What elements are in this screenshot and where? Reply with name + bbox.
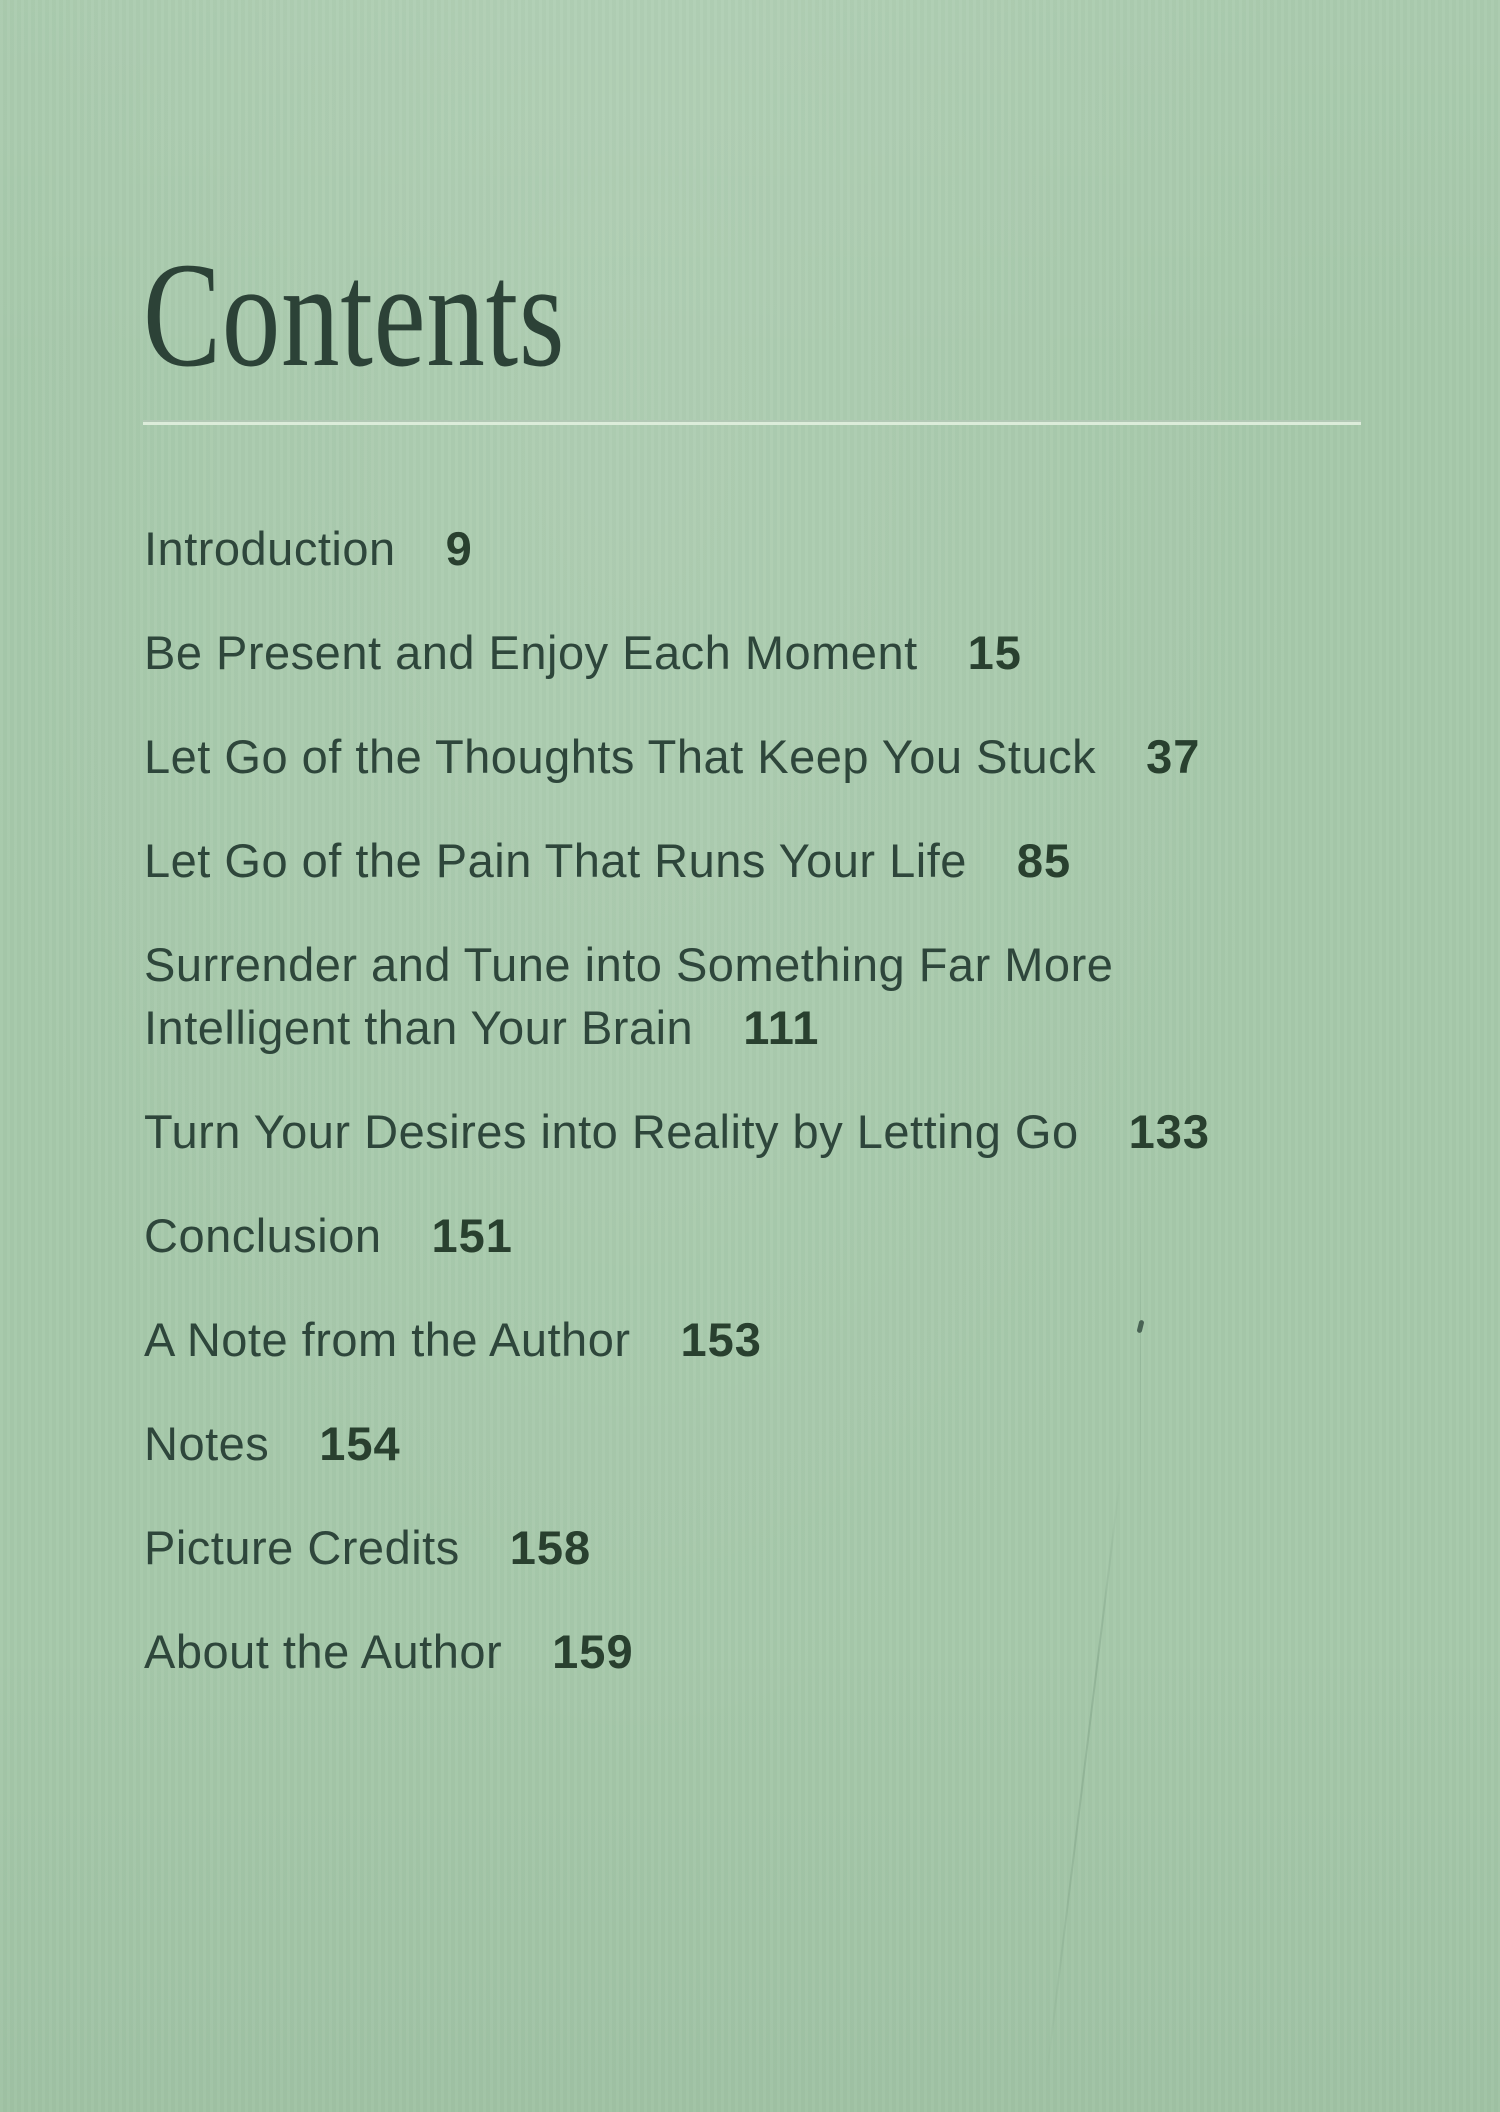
toc-list	[144, 517, 1384, 1724]
toc-page-number: 158	[509, 1521, 592, 1574]
toc-entry	[144, 621, 1384, 684]
title-divider	[143, 420, 1361, 425]
toc-entry-line: Turn Your Desires into Reality by Letting Go 133	[144, 1105, 1211, 1158]
toc-entry-line: Picture Credits 158	[144, 1521, 592, 1574]
toc-entry-line: A Note from the Author 153	[144, 1313, 762, 1366]
toc-page-number: 111	[743, 1001, 820, 1054]
toc-entry	[144, 829, 1384, 892]
toc-entry	[144, 1204, 1384, 1267]
toc-entry-line: Conclusion 151	[144, 1209, 513, 1262]
toc-page-number: 9	[445, 522, 473, 575]
toc-entry	[144, 1620, 1384, 1683]
toc-entry	[144, 517, 1384, 580]
toc-entry	[144, 933, 1384, 1059]
page-title: Contents	[143, 232, 566, 398]
toc-entry	[144, 725, 1384, 788]
toc-entry	[144, 1308, 1384, 1371]
toc-entry-line: Let Go of the Thoughts That Keep You Stuck 37	[144, 730, 1201, 783]
toc-page-number: 154	[319, 1417, 401, 1470]
toc-page-number: 37	[1146, 730, 1201, 783]
toc-entry-line: Notes 154	[144, 1417, 401, 1470]
toc-entry	[144, 1100, 1384, 1163]
toc-entry-line: Intelligent than Your Brain 111	[144, 1001, 820, 1054]
toc-entry-line: Let Go of the Pain That Runs Your Life 85	[144, 834, 1072, 887]
toc-page-number: 153	[680, 1313, 762, 1366]
toc-entry-line: Be Present and Enjoy Each Moment 15	[144, 626, 1022, 679]
toc-entry	[144, 1516, 1384, 1579]
toc-page-number: 15	[967, 626, 1022, 679]
toc-entry	[144, 1412, 1384, 1475]
toc-page-number: 151	[431, 1209, 513, 1262]
toc-page-number: 159	[552, 1625, 634, 1678]
toc-entry-line: Surrender and Tune into Something Far More	[144, 938, 1114, 991]
paper-crease-faint	[1140, 1180, 1141, 1540]
toc-page-number: 85	[1016, 834, 1072, 887]
toc-entry-line: Introduction 9	[144, 522, 473, 575]
toc-entry-line: About the Author 159	[144, 1625, 634, 1678]
toc-page-number: 133	[1128, 1105, 1211, 1158]
